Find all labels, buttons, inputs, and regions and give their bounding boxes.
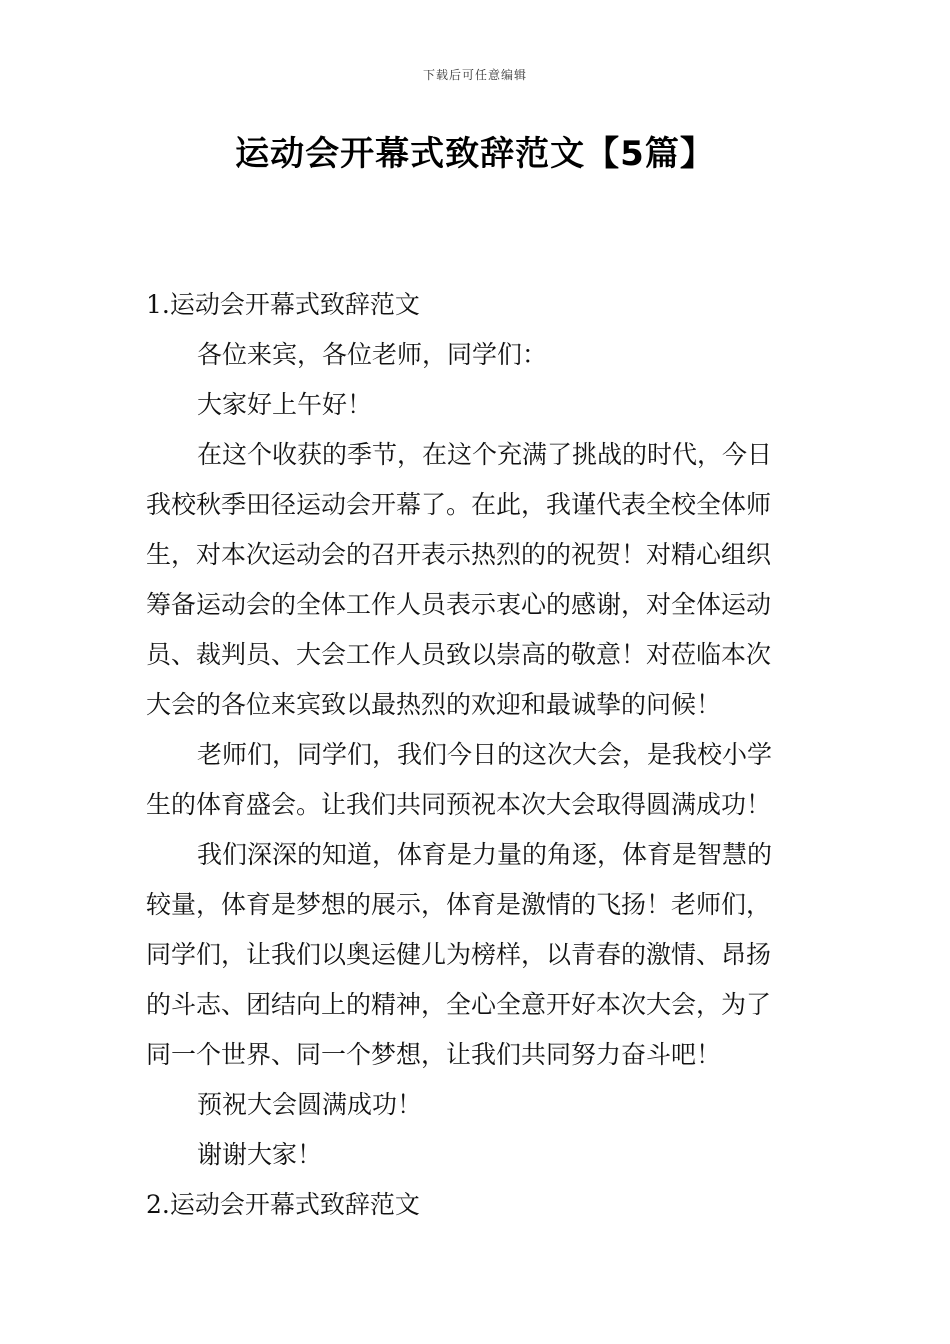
document-title: 运动会开幕式致辞范文【5篇】	[235, 134, 715, 174]
text-line: 大家好上午好！	[197, 390, 373, 419]
text-line: 我校秋季田径运动会开幕了。在此，我谨代表全校全体师	[146, 490, 772, 519]
text-line: 各位来宾，各位老师，同学们：	[197, 340, 548, 369]
text-line: 大会的各位来宾致以最热烈的欢迎和最诚挚的问候！	[146, 690, 722, 719]
text-line: 预祝大会圆满成功！	[197, 1090, 423, 1119]
text-line: 1.运动会开幕式致辞范文	[146, 290, 420, 319]
text-line: 在这个收获的季节，在这个充满了挑战的时代，今日	[197, 440, 773, 469]
text-line: 员、裁判员、大会工作人员致以崇高的敬意！对莅临本次	[146, 640, 772, 669]
text-line: 我们深深的知道，体育是力量的角逐，体育是智慧的	[197, 840, 773, 869]
text-line: 生，对本次运动会的召开表示热烈的的祝贺！对精心组织	[146, 540, 772, 569]
text-line: 同一个世界、同一个梦想，让我们共同努力奋斗吧！	[146, 1040, 722, 1069]
text-line: 生的体育盛会。让我们共同预祝本次大会取得圆满成功！	[146, 790, 772, 819]
text-line: 筹备运动会的全体工作人员表示衷心的感谢，对全体运动	[146, 590, 772, 619]
header-note: 下载后可任意编辑	[422, 68, 527, 82]
text-line: 2.运动会开幕式致辞范文	[146, 1190, 420, 1219]
text-line: 谢谢大家！	[197, 1140, 323, 1169]
text-line: 老师们，同学们，我们今日的这次大会，是我校小学	[197, 740, 773, 769]
text-line: 同学们，让我们以奥运健儿为榜样，以青春的激情、昂扬	[146, 940, 772, 969]
text-line: 的斗志、团结向上的精神，全心全意开好本次大会，为了	[146, 990, 772, 1019]
document-body	[146, 280, 808, 1230]
text-line: 较量，体育是梦想的展示，体育是激情的飞扬！老师们，	[146, 890, 772, 919]
